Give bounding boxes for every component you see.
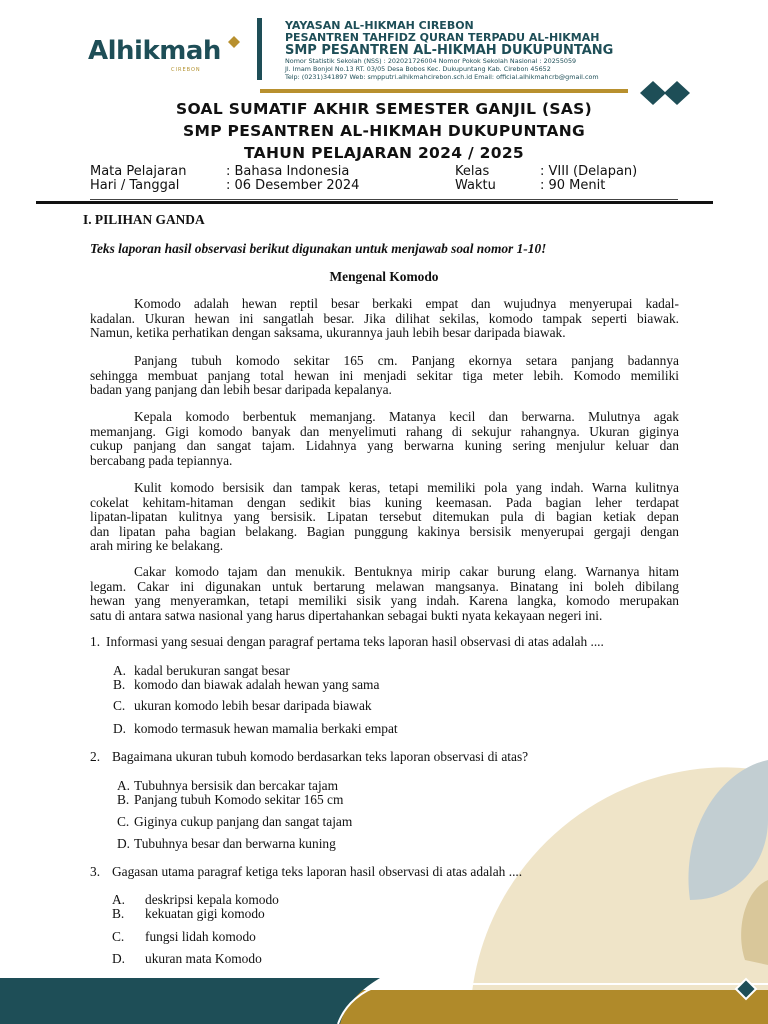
paragraph-line: legam. Cakar ini digunakan untuk bertarung melawan mangsanya. Binatang ini boleh dibilang	[90, 578, 679, 594]
option-text[interactable]: Panjang tubuh Komodo sekitar 165 cm	[134, 792, 344, 807]
section-heading: I. PILIHAN GANDA	[83, 212, 205, 227]
paragraph-line: sehingga membuat panjang total hewan ini menjadi sekitar tiga meter lebih. Komodo memiliki	[90, 367, 679, 383]
meta-divider	[90, 199, 678, 200]
logo-leaf-icon	[228, 36, 240, 48]
option-text[interactable]: deskripsi kepala komodo	[145, 892, 279, 907]
exam-school: SMP PESANTREN AL-HIKMAH DUKUPUNTANG	[183, 122, 585, 140]
question-3-number: 3.	[90, 864, 101, 879]
class-value: : VIII (Delapan)	[540, 164, 638, 179]
question-2-text: Bagaimana ukuran tubuh komodo berdasarkan teks laporan observasi di atas?	[112, 749, 529, 764]
school-contact: Telp: (0231)341897 Web: smpputri.alhikmahcirebon.sch.id Email: official.alhikmahcrb@gmail.com	[285, 73, 599, 81]
paragraph-3	[90, 410, 679, 468]
question-1-number: 1.	[90, 634, 101, 649]
option-letter: A.	[112, 892, 126, 907]
header-gold-bar	[260, 89, 628, 93]
paragraph-line: arah miring ke belakang.	[90, 538, 224, 553]
paragraph-line: Kepala komodo berbentuk memanjang. Matanya kecil dan berwarna. Mulutnya agak	[134, 409, 679, 424]
paragraph-line: kadalan. Ukuran hewan ini sangatlah besar. Jika dilihat sekilas, komodo tampak seperti biawak.	[90, 310, 679, 326]
paragraph-4	[90, 481, 679, 554]
paragraph-line: memanjang. Gigi komodo banyak dan menyelimuti rahang di sekujur rahangnya. Ukuran giginya	[90, 423, 679, 439]
option-text[interactable]: Giginya cukup panjang dan sangat tajam	[134, 814, 353, 829]
option-letter: B.	[117, 792, 130, 807]
paragraph-line: Cakar komodo tajam dan menukik. Bentuknya mirip cakar burung elang. Warnanya hitam	[134, 564, 679, 579]
option-letter: D.	[112, 951, 126, 966]
option-letter: C.	[113, 698, 126, 713]
paragraph-line: Namun, ketika perhatikan dengan saksama, ukurannya jauh lebih besar daripada biawak.	[90, 325, 566, 340]
paragraph-1	[90, 297, 679, 341]
option-text[interactable]: ukuran mata Komodo	[145, 951, 262, 966]
option-letter: D.	[113, 721, 127, 736]
paragraph-line: badan yang panjang dan lebih besar daripada kepalanya.	[90, 382, 392, 397]
question-1-text: Informasi yang sesuai dengan paragraf pertama teks laporan hasil observasi di atas adalah ....	[106, 634, 604, 649]
question-2-number: 2.	[90, 749, 101, 764]
option-text[interactable]: Tubuhnya bersisik dan bercakar tajam	[134, 778, 339, 793]
option-letter: D.	[117, 836, 131, 851]
option-letter: C.	[117, 814, 130, 829]
paragraph-line: Kulit komodo bersisik dan tampak keras, tetapi memiliki pola yang indah. Warna kulitnya	[134, 480, 679, 495]
logo-text: Alhikmah	[88, 36, 221, 66]
subject-value: : Bahasa Indonesia	[226, 164, 350, 179]
option-text[interactable]: fungsi lidah komodo	[145, 929, 256, 944]
header-divider	[257, 18, 262, 80]
footer-gold-band	[330, 990, 768, 1024]
exam-year: TAHUN PELAJARAN 2024 / 2025	[243, 144, 524, 162]
school-address: Jl. Imam Bonjol No.13 RT. 03/05 Desa Bobos Kec. Dukupuntang Kab. Cirebon 45652	[285, 65, 551, 73]
header-rule	[36, 201, 713, 204]
question-3-text: Gagasan utama paragraf ketiga teks laporan hasil observasi di atas adalah ....	[112, 864, 523, 879]
option-text[interactable]: kekuatan gigi komodo	[145, 906, 265, 921]
paragraph-line: satu di antara satwa nasional yang harus dipertahankan sebagai bukti nyata kekayaan negeri ini.	[90, 607, 603, 623]
exam-title: SOAL SUMATIF AKHIR SEMESTER GANJIL (SAS)	[176, 100, 592, 118]
text-title: Mengenal Komodo	[329, 269, 439, 284]
paragraph-5	[90, 565, 679, 623]
option-text[interactable]: kadal berukuran sangat besar	[134, 663, 290, 678]
paragraph-line: lipatan-lipatan kulitnya yang bersisik. Lipatan tersebut ditemukan pula di bagian ketiak depan	[90, 509, 679, 524]
footer-teal-band	[0, 978, 380, 1024]
option-letter: C.	[112, 929, 125, 944]
subject-label: Mata Pelajaran	[90, 164, 187, 179]
paragraph-line: hewan yang menyeramkan, tetapi memiliki sisik yang indah. Karena langka, komodo merupakan	[90, 593, 679, 608]
school-name: SMP PESANTREN AL-HIKMAH DUKUPUNTANG	[285, 43, 614, 58]
foundation-name: YAYASAN AL-HIKMAH CIREBON	[285, 19, 474, 32]
option-letter: B.	[113, 677, 126, 692]
option-text[interactable]: komodo dan biawak adalah hewan yang sama	[134, 677, 380, 692]
paragraph-line: Komodo adalah hewan reptil besar berkaki empat dan wujudnya menyerupai kadal-	[134, 296, 679, 311]
option-letter: A.	[117, 778, 131, 793]
paragraph-line: cokelat kehitam-hitaman dengan sedikit bias kuning keemasan. Pada bagian leher terdapat	[90, 494, 679, 510]
option-letter: B.	[112, 906, 125, 921]
option-text[interactable]: ukuran komodo lebih besar daripada biawak	[134, 698, 372, 713]
time-value: : 90 Menit	[540, 178, 606, 193]
paragraph-line: dan lipatan paha bagian belakang. Bagian punggung kakinya bersisik menyerupai gergaji dengan	[90, 523, 679, 539]
school-stats: Nomor Statistik Sekolah (NSS) : 202021726004 Nomor Pokok Sekolah Nasional : 20255059	[285, 57, 577, 65]
paragraph-line: cukup panjang dan sangat tajam. Lidahnya yang berwarna kuning sering menjulur keluar dan	[90, 438, 679, 453]
paragraph-line: Panjang tubuh komodo sekitar 165 cm. Panjang ekornya setara panjang badannya	[134, 353, 679, 368]
date-label: Hari / Tanggal	[90, 178, 180, 193]
time-label: Waktu	[455, 178, 496, 193]
instruction-text: Teks laporan hasil observasi berikut digunakan untuk menjawab soal nomor 1-10!	[90, 241, 547, 256]
paragraph-2	[90, 354, 679, 398]
pesantren-name: PESANTREN TAHFIDZ QURAN TERPADU AL-HIKMAH	[285, 31, 600, 44]
logo-subtext: CIREBON	[171, 67, 201, 73]
option-letter: A.	[113, 663, 127, 678]
date-value: : 06 Desember 2024	[226, 178, 360, 193]
class-label: Kelas	[455, 164, 490, 179]
option-text[interactable]: komodo termasuk hewan mamalia berkaki empat	[134, 721, 398, 736]
option-text[interactable]: Tubuhnya besar dan berwarna kuning	[134, 836, 336, 851]
paragraph-line: bercabang pada tepiannya.	[90, 452, 233, 468]
